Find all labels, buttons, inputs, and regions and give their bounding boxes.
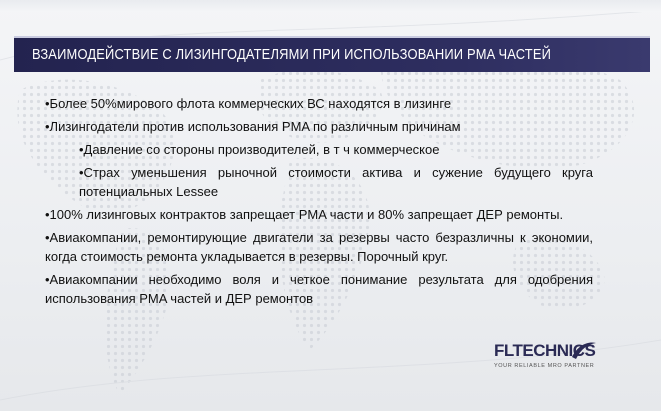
logo-name: FLTECHNICS [494, 341, 596, 360]
bullet-item: •Более 50%мирового флота коммерческих ВС находятся в лизинге [45, 96, 452, 111]
bullet-item: •100% лизинговых контрактов запрещает PMA части и 80% запрещает ДЕР ремонты. [45, 207, 564, 222]
bullet-item: •Авиакомпании необходимо воля и четкое понимание результата для одобрения использования PMA частей и ДЕР ремонтов [45, 272, 593, 306]
sub-bullet-item: •Страх уменьшения рыночной стоимости актива и сужение будущего круга потенциальных Lessee [79, 165, 593, 199]
bullet-list [45, 94, 593, 312]
bullet-item: •Авиакомпании, ремонтирующие двигатели за резервы часто безразличны к экономии, когда стоимость ремонта укладывается в резервы. Порочный круг. [45, 230, 593, 264]
sub-bullet-item: •Давление со стороны производителей, в т ч коммерческое [79, 142, 440, 157]
logo-tagline: YOUR RELIABLE MRO PARTNER [494, 363, 595, 369]
bullet-item: •Лизингодатели против использования PMA по различным причинам [45, 119, 461, 134]
title-bar [14, 36, 650, 72]
swoosh-icon [570, 339, 598, 361]
company-logo [494, 339, 604, 379]
slide-title: ВЗАИМОДЕЙСТВИЕ С ЛИЗИНГОДАТЕЛЯМИ ПРИ ИСПОЛЬЗОВАНИИ PMA ЧАСТЕЙ [32, 46, 552, 63]
top-strip [0, 0, 661, 12]
